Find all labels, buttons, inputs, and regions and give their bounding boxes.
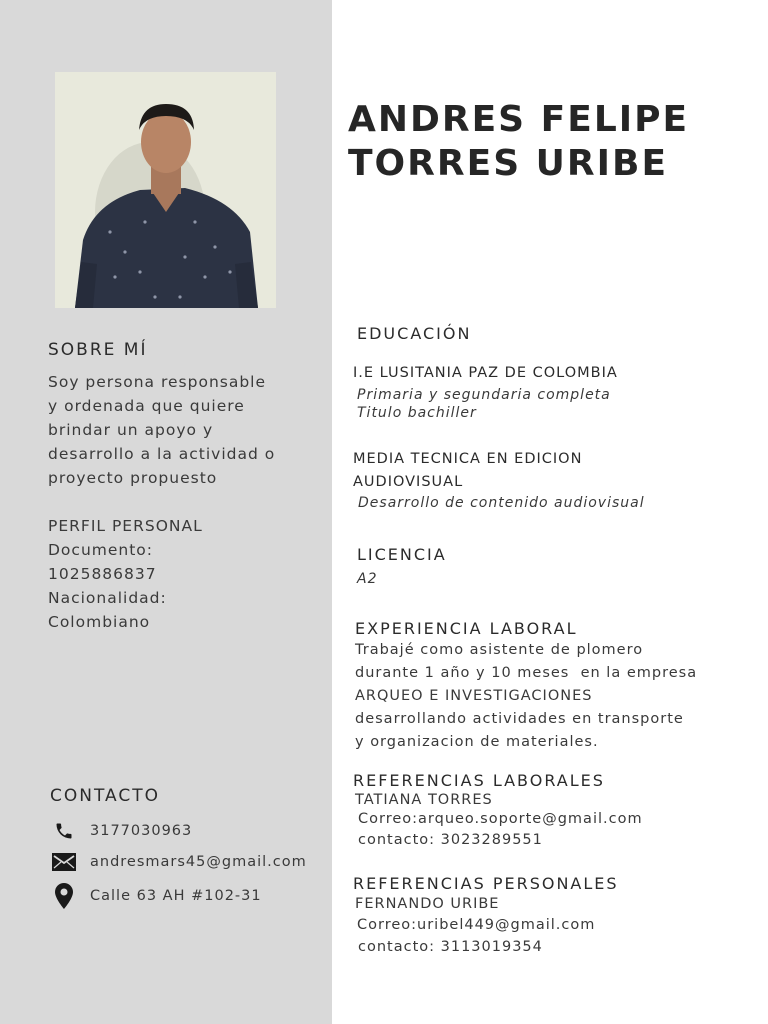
profile-line: Colombiano bbox=[48, 613, 151, 631]
work-ref-phone: contacto: 3023289551 bbox=[358, 832, 543, 848]
about-line: y ordenada que quiere bbox=[48, 397, 245, 415]
personal-ref-email[interactable]: Correo:uribel449@gmail.com bbox=[357, 917, 596, 933]
experience-text bbox=[355, 639, 697, 754]
work-refs-heading: REFERENCIAS LABORALES bbox=[353, 771, 605, 790]
contact-phone-row bbox=[52, 819, 192, 843]
about-line: proyecto propuesto bbox=[48, 469, 218, 487]
detail-line: Titulo bachiller bbox=[357, 405, 477, 421]
contact-email-row bbox=[52, 850, 307, 874]
profile-block bbox=[48, 514, 203, 634]
education-media-title bbox=[353, 448, 582, 494]
about-line: desarrollo a la actividad o bbox=[48, 445, 276, 463]
about-line: Soy persona responsable bbox=[48, 373, 267, 391]
profile-line: Documento: bbox=[48, 541, 154, 559]
about-line: brindar un apoyo y bbox=[48, 421, 214, 439]
education-school: I.E LUSITANIA PAZ DE COLOMBIA bbox=[353, 365, 618, 381]
full-name bbox=[348, 98, 689, 186]
contact-address-row bbox=[52, 884, 262, 908]
about-text bbox=[48, 370, 275, 490]
profile-heading: PERFIL PERSONAL bbox=[48, 517, 203, 535]
phone-icon bbox=[52, 819, 76, 843]
work-ref-email[interactable]: Correo:arqueo.soporte@gmail.com bbox=[358, 811, 643, 827]
location-pin-icon bbox=[52, 884, 76, 908]
personal-ref-phone: contacto: 3113019354 bbox=[358, 939, 543, 955]
contact-address: Calle 63 AH #102-31 bbox=[90, 888, 262, 904]
experience-line: desarrollando actividades en transporte bbox=[355, 711, 684, 727]
work-ref-name: TATIANA TORRES bbox=[355, 792, 493, 808]
education-heading: EDUCACIÓN bbox=[357, 324, 472, 343]
contact-heading: CONTACTO bbox=[50, 786, 160, 806]
profile-line: Nacionalidad: bbox=[48, 589, 167, 607]
experience-line: Trabajé como asistente de plomero bbox=[355, 642, 644, 658]
experience-line: y organizacion de materiales. bbox=[355, 734, 599, 750]
mail-icon bbox=[52, 850, 76, 874]
education-media-detail: Desarrollo de contenido audiovisual bbox=[358, 495, 645, 511]
personal-refs-heading: REFERENCIAS PERSONALES bbox=[353, 874, 619, 893]
profile-line: 1025886837 bbox=[48, 565, 157, 583]
license-heading: LICENCIA bbox=[357, 545, 447, 564]
contact-phone[interactable]: 3177030963 bbox=[90, 823, 193, 839]
name-line: TORRES URIBE bbox=[348, 143, 669, 184]
experience-line: durante 1 año y 10 meses en la empresa bbox=[355, 665, 698, 681]
personal-ref-name: FERNANDO URIBE bbox=[355, 896, 500, 912]
profile-photo bbox=[55, 72, 276, 308]
experience-line: ARQUEO E INVESTIGACIONES bbox=[355, 688, 593, 704]
experience-heading: EXPERIENCIA LABORAL bbox=[355, 619, 578, 638]
media-title-line: AUDIOVISUAL bbox=[353, 474, 464, 490]
about-heading: SOBRE MÍ bbox=[48, 340, 148, 360]
detail-line: Primaria y segundaria completa bbox=[357, 387, 611, 403]
education-school-details bbox=[357, 386, 611, 422]
contact-email[interactable]: andresmars45@gmail.com bbox=[90, 854, 307, 870]
name-line: ANDRES FELIPE bbox=[348, 99, 690, 140]
media-title-line: MEDIA TECNICA EN EDICION bbox=[353, 451, 583, 467]
license-value: A2 bbox=[357, 571, 378, 587]
